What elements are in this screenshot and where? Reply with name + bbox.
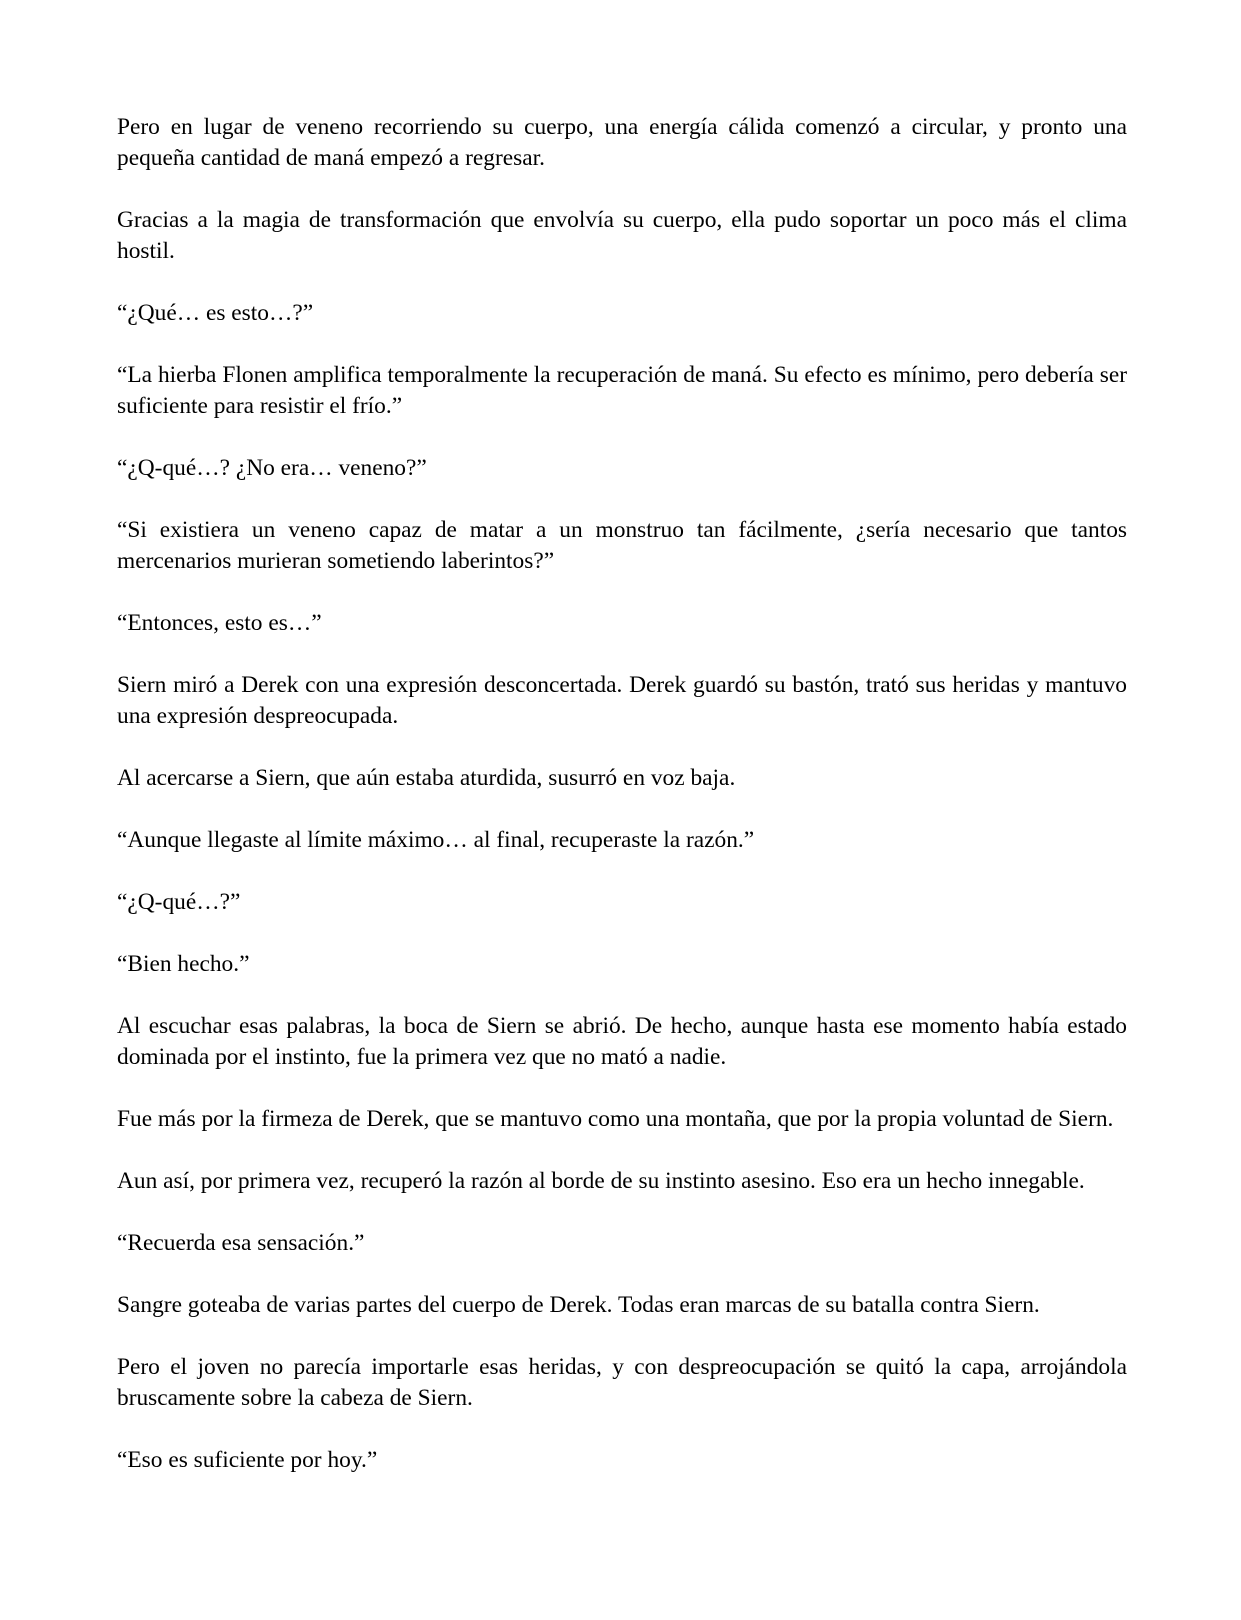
paragraph: “Recuerda esa sensación.” [117, 1230, 365, 1256]
paragraph: Al acercarse a Siern, que aún estaba aturdida, susurró en voz baja. [117, 765, 736, 791]
paragraph: “Bien hecho.” [117, 951, 250, 977]
paragraph: “¿Q-qué…?” [117, 889, 241, 915]
paragraph: “Aunque llegaste al límite máximo… al final, recuperaste la razón.” [117, 827, 755, 853]
paragraph: Fue más por la firmeza de Derek, que se mantuvo como una montaña, que por la propia voluntad de Siern. [117, 1106, 1114, 1132]
paragraph: Siern miró a Derek con una expresión desconcertada. Derek guardó su bastón, trató sus heridas y mantuvo una expresión despreocupada. [117, 672, 1127, 729]
paragraph: “¿Qué… es esto…?” [117, 300, 314, 326]
text-column [117, 112, 1127, 1507]
paragraph: Gracias a la magia de transformación que envolvía su cuerpo, ella pudo soportar un poco más el clima hostil. [117, 207, 1127, 264]
paragraph: Al escuchar esas palabras, la boca de Siern se abrió. De hecho, aunque hasta ese momento había estado dominada por el instinto, fue la primera vez que no mató a nadie. [117, 1013, 1127, 1070]
paragraph: “Si existiera un veneno capaz de matar a un monstruo tan fácilmente, ¿sería necesario que tantos mercenarios murieran sometiendo laberintos?” [117, 517, 1127, 574]
paragraph: “La hierba Flonen amplifica temporalmente la recuperación de maná. Su efecto es mínimo, pero debería ser suficiente para resistir el frío.” [117, 362, 1127, 419]
paragraph: “¿Q-qué…? ¿No era… veneno?” [117, 455, 427, 481]
paragraph: Aun así, por primera vez, recuperó la razón al borde de su instinto asesino. Eso era un hecho innegable. [117, 1168, 1085, 1194]
paragraph: “Eso es suficiente por hoy.” [117, 1447, 378, 1473]
paragraph: Sangre goteaba de varias partes del cuerpo de Derek. Todas eran marcas de su batalla contra Siern. [117, 1292, 1040, 1318]
paragraph: “Entonces, esto es…” [117, 610, 322, 636]
paragraph: Pero el joven no parecía importarle esas heridas, y con despreocupación se quitó la capa, arrojándola bruscamente sobre la cabeza de Siern. [117, 1354, 1127, 1411]
paragraph: Pero en lugar de veneno recorriendo su cuerpo, una energía cálida comenzó a circular, y pronto una pequeña cantidad de maná empezó a regresar. [117, 114, 1127, 171]
